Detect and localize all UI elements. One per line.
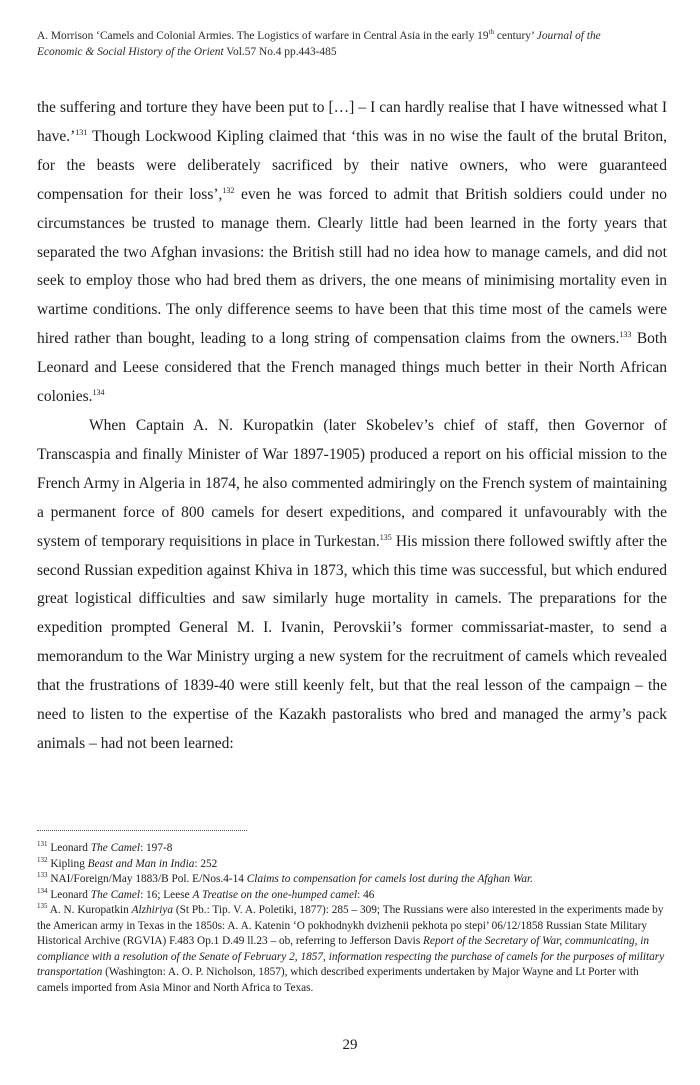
footnote-number: 132 (37, 855, 48, 864)
footnote-number: 133 (37, 871, 48, 880)
footnote-ref-133[interactable]: 133 (619, 330, 632, 340)
header-journal: Journal of the (536, 30, 601, 42)
footnote-text: Leonard (47, 842, 91, 854)
footnote-ref-134[interactable]: 134 (92, 387, 105, 397)
p2-text-b: His mission there followed swiftly after the second Russian expedition against Khiva in 1873, which this time was successful, but which endured great logistical difficulties and saw similarly huge mortality in camels. The preparations for the expedition prompted General M. I. Ivanin, Perovskii’s former commissariat-master, to send a memorandum to the War Ministry urging a new system for the recruitment of camels which revealed that the frustrations of 1839-40 were still keenly felt, but that the real lesson of the campaign – the need to listen to the expertise of the Kazakh pastoralists who bred and managed the army’s pack animals – had not been learned: (37, 532, 667, 752)
footnote-title: Claims to compensation for camels lost during the Afghan War. (246, 873, 533, 885)
footnote-text: NAI/Foreign/May 1883/B Pol. E/Nos.4-14 (47, 873, 247, 885)
footnote-number: 131 (37, 840, 48, 849)
header-journal-cont: Economic & Social History of the Orient (37, 46, 224, 58)
footnote-text: Kipling (47, 857, 88, 870)
footnote-number: 134 (37, 886, 48, 895)
p1-text-c: even he was forced to admit that British soldiers could under no circumstances be trusted to manage them. Clearly little had been learned in the forty years that separated the two Afghan invasions: the British still had no idea how to manage camels, and did not seek to employ those who had bred them as drivers, the one means of minimising mortality even in wartime conditions. The only difference seems to have been that this time most of the camels were hired rather than bought, leading to a long string of compensation claims from the owners. (37, 185, 667, 348)
p1-text-b: Though Lockwood Kipling claimed that ‘this was in no wise the fault of the brutal Briton, for the beasts were deliberately sacrificed by their native owners, who were guaranteed compensation for their loss’, (37, 127, 667, 203)
body-text (37, 94, 667, 759)
footnote-134 (37, 888, 667, 904)
footnote-title: Alzhiriya (131, 904, 174, 916)
footnote-title: Beast and Man in India (87, 857, 195, 870)
footnote-title: A Treatise on the one-humped camel (192, 888, 358, 901)
footnote-title: The Camel (90, 842, 141, 854)
footnote-133 (37, 872, 667, 888)
footnotes (37, 841, 667, 996)
footnote-text: : 197-8 (140, 842, 173, 854)
footnote-132 (37, 857, 667, 873)
footnote-title: Report of the Secretary of War, communicating, in compliance with a resolution of the Senate of February 2, 1857, information respecting the purchase of camels for the purposes of military transportation (37, 935, 665, 978)
header-citation-end: century’ (493, 30, 537, 42)
footnote-text: Leonard (47, 888, 91, 901)
footnote-131 (37, 841, 667, 857)
footnote-text: : 16; Leese (140, 888, 193, 901)
header-superscript: th (488, 28, 494, 37)
p1-text-d: Both Leonard and Leese considered that the French managed things much better in their North African colonies. (37, 330, 667, 406)
footnote-number: 135 (37, 902, 48, 911)
paragraph-2 (37, 412, 667, 759)
footnote-text: (Washington: A. O. P. Nicholson, 1857), which described experiments undertaken by Major Wayne and Lt Porter with camels imported from Asia Minor and North Africa to Texas. (37, 966, 639, 994)
header-citation: A. Morrison ‘Camels and Colonial Armies. The Logistics of warfare in Central Asia in the early 19 (37, 30, 489, 42)
paragraph-1 (37, 94, 667, 412)
running-header (37, 28, 667, 60)
page-number: 29 (342, 1037, 358, 1053)
footnote-ref-132[interactable]: 132 (222, 185, 235, 195)
footnote-text: : 46 (357, 888, 375, 901)
footnote-text: (St Pb.: Tip. V. A. Poletiki, 1877): 285 – 309; The Russians were also interested in the experiments made by the American army in Texas in the 1850s: A. A. Katenin ‘O pokhodnykh dvizhenii pekhota po stepi’ 06/12/1858 Russian State Military Historical Archive (RGVIA) F.483 Op.1 D.49 ll.23 – ob, referring to Jefferson Davis (37, 904, 664, 947)
footnote-title: The Camel (90, 888, 141, 901)
footnote-text: : 252 (194, 857, 218, 870)
footnote-135 (37, 903, 667, 996)
header-volume: Vol.57 No.4 pp.443-485 (223, 46, 337, 58)
footnote-ref-131[interactable]: 131 (75, 127, 88, 137)
p1-text-a: the suffering and torture they have been put to […] – I can hardly realise that I have witnessed what I have.’ (37, 99, 667, 145)
p2-text-a: When Captain A. N. Kuropatkin (later Skobelev’s chief of staff, then Governor of Transcaspia and finally Minister of War 1897-1905) produced a report on his official mission to the French Army in Algeria in 1874, he also commented admiringly on the French system of maintaining a permanent force of 800 camels for desert expeditions, and compared it unfavourably with the system of temporary requisitions in place in Turkestan. (37, 416, 667, 550)
footnote-separator (37, 830, 247, 831)
footnote-ref-135[interactable]: 135 (379, 532, 392, 542)
footnote-text: A. N. Kuropatkin (47, 904, 132, 916)
